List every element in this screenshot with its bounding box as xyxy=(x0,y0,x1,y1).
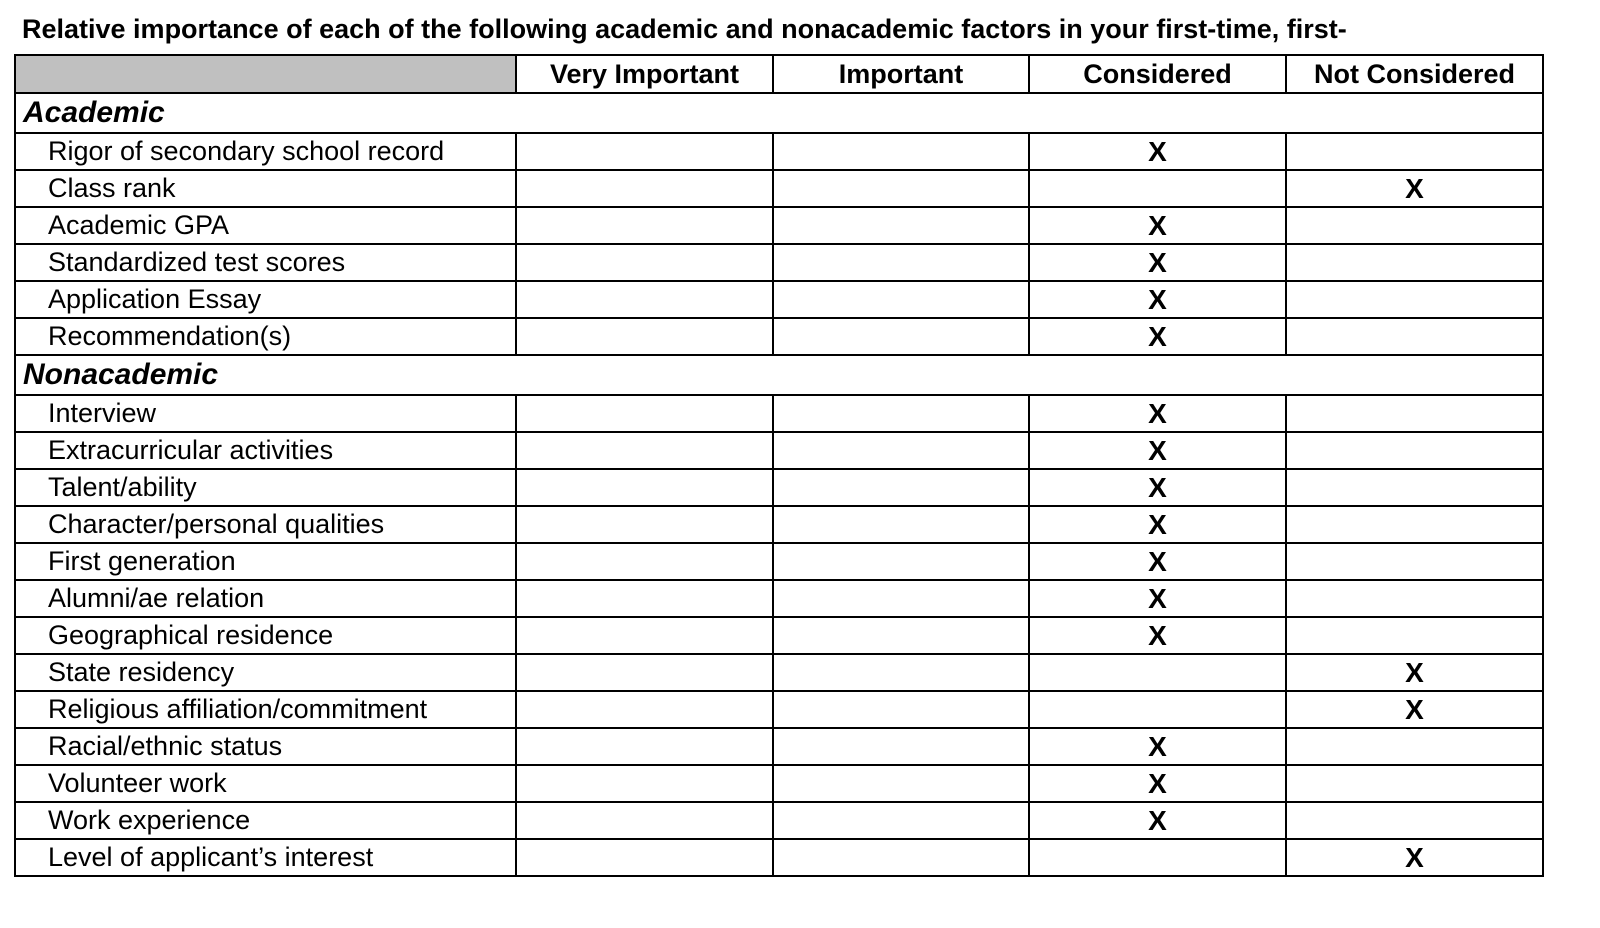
rating-cell xyxy=(516,133,773,170)
rating-cell xyxy=(516,281,773,318)
rating-cell xyxy=(773,506,1029,543)
factor-label: Religious affiliation/commitment xyxy=(15,691,516,728)
rating-cell xyxy=(773,654,1029,691)
rating-mark: X xyxy=(1029,543,1286,580)
factor-label: Alumni/ae relation xyxy=(15,580,516,617)
table-row xyxy=(15,318,1543,355)
rating-cell xyxy=(516,506,773,543)
rating-cell xyxy=(516,617,773,654)
rating-mark: X xyxy=(1286,654,1543,691)
rating-mark: X xyxy=(1029,133,1286,170)
rating-cell xyxy=(1286,728,1543,765)
rating-cell xyxy=(773,244,1029,281)
rating-mark: X xyxy=(1029,765,1286,802)
factor-label: Rigor of secondary school record xyxy=(15,133,516,170)
table-row xyxy=(15,170,1543,207)
rating-cell xyxy=(1286,617,1543,654)
rating-cell xyxy=(773,839,1029,876)
table-row xyxy=(15,506,1543,543)
rating-cell xyxy=(516,170,773,207)
header-row xyxy=(15,55,1543,93)
header-considered: Considered xyxy=(1029,55,1286,93)
rating-cell xyxy=(1286,133,1543,170)
table-row xyxy=(15,728,1543,765)
rating-mark: X xyxy=(1286,839,1543,876)
rating-cell xyxy=(516,691,773,728)
rating-mark: X xyxy=(1029,207,1286,244)
rating-cell xyxy=(1286,281,1543,318)
rating-cell xyxy=(516,580,773,617)
rating-mark: X xyxy=(1029,432,1286,469)
rating-mark: X xyxy=(1029,281,1286,318)
section-title: Academic xyxy=(15,93,1543,133)
table-row xyxy=(15,469,1543,506)
rating-cell xyxy=(516,728,773,765)
rating-mark: X xyxy=(1029,617,1286,654)
rating-cell xyxy=(773,395,1029,432)
factor-label: Interview xyxy=(15,395,516,432)
factor-label: First generation xyxy=(15,543,516,580)
rating-cell xyxy=(516,543,773,580)
table-row xyxy=(15,580,1543,617)
rating-mark: X xyxy=(1029,802,1286,839)
table-row xyxy=(15,133,1543,170)
rating-cell xyxy=(773,691,1029,728)
rating-cell xyxy=(1286,318,1543,355)
table-row xyxy=(15,395,1543,432)
rating-cell xyxy=(516,432,773,469)
factor-label: Volunteer work xyxy=(15,765,516,802)
table-row xyxy=(15,802,1543,839)
rating-cell xyxy=(1286,543,1543,580)
rating-mark: X xyxy=(1029,728,1286,765)
table-row xyxy=(15,207,1543,244)
table-row xyxy=(15,765,1543,802)
header-not-considered: Not Considered xyxy=(1286,55,1543,93)
table-row xyxy=(15,691,1543,728)
factor-label: Academic GPA xyxy=(15,207,516,244)
admission-factors-table xyxy=(14,54,1544,877)
rating-cell xyxy=(516,469,773,506)
factor-label: Application Essay xyxy=(15,281,516,318)
rating-cell xyxy=(773,728,1029,765)
rating-cell xyxy=(1029,654,1286,691)
table-row xyxy=(15,654,1543,691)
rating-cell xyxy=(773,469,1029,506)
rating-cell xyxy=(1286,765,1543,802)
rating-cell xyxy=(516,765,773,802)
rating-cell xyxy=(773,170,1029,207)
table-row xyxy=(15,432,1543,469)
rating-cell xyxy=(1286,244,1543,281)
rating-mark: X xyxy=(1029,580,1286,617)
rating-mark: X xyxy=(1029,244,1286,281)
rating-mark: X xyxy=(1029,469,1286,506)
table-row xyxy=(15,839,1543,876)
rating-cell xyxy=(773,207,1029,244)
rating-cell xyxy=(516,802,773,839)
rating-cell xyxy=(1286,802,1543,839)
rating-cell xyxy=(1286,506,1543,543)
section-header-row xyxy=(15,355,1543,395)
factor-label: Work experience xyxy=(15,802,516,839)
rating-cell xyxy=(1286,207,1543,244)
rating-cell xyxy=(773,318,1029,355)
rating-cell xyxy=(773,765,1029,802)
rating-mark: X xyxy=(1029,395,1286,432)
header-blank-cell xyxy=(15,55,516,93)
table-row xyxy=(15,617,1543,654)
rating-cell xyxy=(1286,469,1543,506)
table-body xyxy=(15,93,1543,876)
factor-label: State residency xyxy=(15,654,516,691)
factor-label: Class rank xyxy=(15,170,516,207)
rating-cell xyxy=(1029,170,1286,207)
factor-label: Recommendation(s) xyxy=(15,318,516,355)
rating-cell xyxy=(773,281,1029,318)
rating-cell xyxy=(1286,580,1543,617)
factor-label: Talent/ability xyxy=(15,469,516,506)
rating-mark: X xyxy=(1029,318,1286,355)
rating-cell xyxy=(1286,432,1543,469)
rating-cell xyxy=(773,432,1029,469)
table-row xyxy=(15,281,1543,318)
rating-cell xyxy=(1029,839,1286,876)
rating-cell xyxy=(516,244,773,281)
rating-mark: X xyxy=(1029,506,1286,543)
rating-cell xyxy=(773,617,1029,654)
section-header-row xyxy=(15,93,1543,133)
table-title: Relative importance of each of the following academic and nonacademic factors in your first-time, first- xyxy=(22,14,1347,44)
header-important: Important xyxy=(773,55,1029,93)
factor-label: Standardized test scores xyxy=(15,244,516,281)
factor-label: Level of applicant’s interest xyxy=(15,839,516,876)
rating-mark: X xyxy=(1286,170,1543,207)
rating-cell xyxy=(516,207,773,244)
table-row xyxy=(15,543,1543,580)
header-very-important: Very Important xyxy=(516,55,773,93)
factor-label: Racial/ethnic status xyxy=(15,728,516,765)
rating-cell xyxy=(1286,395,1543,432)
rating-cell xyxy=(516,318,773,355)
table-row xyxy=(15,244,1543,281)
rating-cell xyxy=(1029,691,1286,728)
factor-label: Character/personal qualities xyxy=(15,506,516,543)
rating-cell xyxy=(516,654,773,691)
rating-cell xyxy=(773,580,1029,617)
rating-cell xyxy=(773,133,1029,170)
rating-mark: X xyxy=(1286,691,1543,728)
rating-cell xyxy=(773,802,1029,839)
factor-label: Geographical residence xyxy=(15,617,516,654)
factor-label: Extracurricular activities xyxy=(15,432,516,469)
rating-cell xyxy=(516,395,773,432)
rating-cell xyxy=(773,543,1029,580)
section-title: Nonacademic xyxy=(15,355,1543,395)
rating-cell xyxy=(516,839,773,876)
